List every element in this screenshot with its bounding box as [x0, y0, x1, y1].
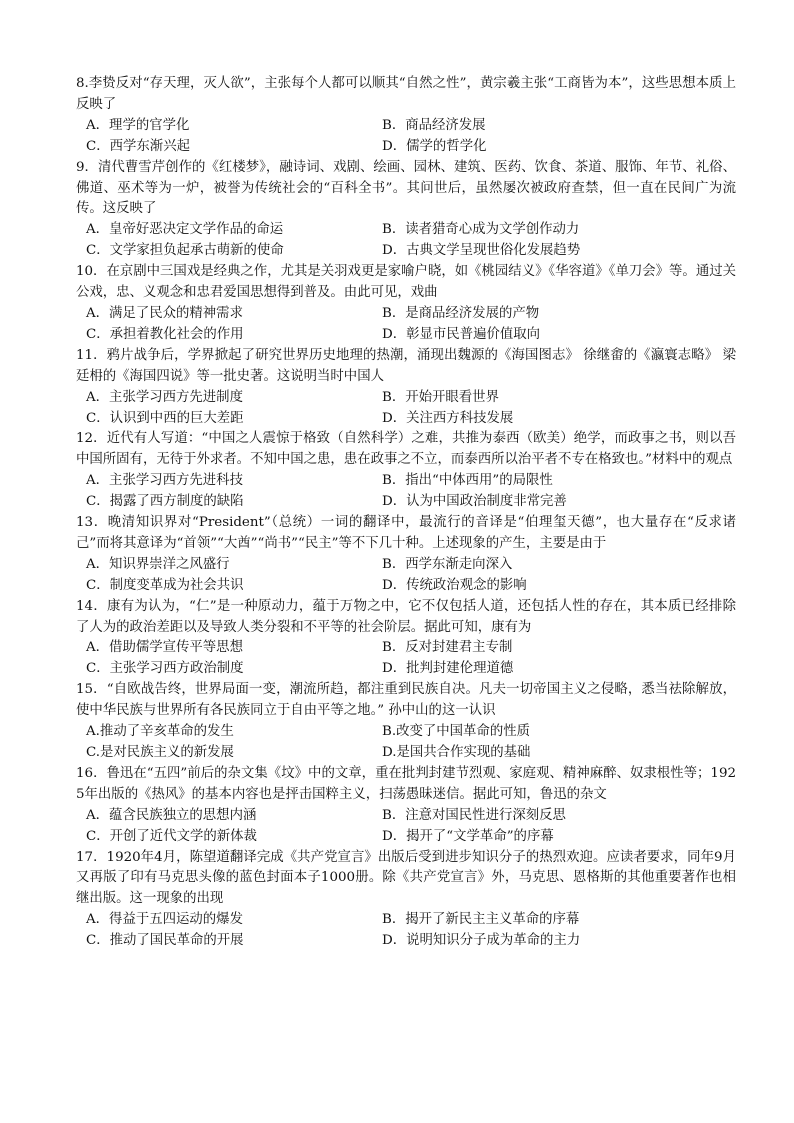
options — [76, 304, 736, 346]
option-d[interactable]: D．批判封建伦理道德 — [382, 661, 514, 677]
option-d[interactable]: D．关注西方科技发展 — [382, 410, 514, 426]
options — [76, 806, 736, 848]
question-10 — [76, 262, 736, 346]
question-stem — [76, 513, 736, 555]
options — [76, 388, 736, 430]
question-stem — [76, 680, 736, 722]
question-11 — [76, 346, 736, 430]
option-a[interactable]: A．蕴含民族独立的思想内涵 — [86, 807, 257, 823]
option-a[interactable]: A．满足了民众的精神需求 — [86, 305, 243, 321]
option-c[interactable]: C．揭露了西方制度的缺陷 — [86, 494, 244, 510]
option-d[interactable]: D．说明知识分子成为革命的主力 — [382, 933, 581, 949]
options — [76, 555, 736, 597]
option-a[interactable]: A．理学的官学化 — [86, 117, 190, 133]
option-c[interactable]: C．西学东渐兴起 — [86, 138, 190, 154]
question-stem — [76, 597, 736, 639]
option-d[interactable]: D．儒学的哲学化 — [382, 138, 487, 154]
option-b[interactable]: B．揭开了新民主主义革命的序幕 — [382, 912, 580, 928]
question-text: 晚清知识界对“President”（总统）一词的翻译中，最流行的音译是“伯理玺天德”，也大量存在“反求诸己”而将其意译为“首领”“大酋”“尚书”“民主”等不下几十种。上述现象的产生，主要是由于 — [76, 515, 736, 551]
option-d[interactable]: D．彰显市民普遍价值取向 — [382, 326, 541, 342]
option-c[interactable]: C．制度变革成为社会共识 — [86, 577, 244, 593]
question-stem — [76, 74, 736, 116]
question-9 — [76, 158, 736, 263]
question-12 — [76, 429, 736, 513]
question-text: 近代有人写道：“中国之人震惊于格致（自然科学）之难，共推为泰西（欧美）绝学，而政事之书，则以吾中国所固有，无待于外求者。不知中国之患，患在政事之不立，而泰西所以治平者不专在格致也。”材料中的观点 — [76, 431, 736, 468]
option-c[interactable]: C.是对民族主义的新发展 — [86, 745, 234, 760]
option-a[interactable]: A．主张学习西方先进制度 — [86, 389, 243, 405]
question-8 — [76, 74, 736, 158]
option-a[interactable]: A．知识界崇洋之风盛行 — [86, 556, 230, 572]
option-d[interactable]: D．认为中国政治制度非常完善 — [382, 494, 567, 510]
option-b[interactable]: B．商品经济发展 — [382, 117, 486, 133]
option-a[interactable]: A．借助儒学宣传平等思想 — [86, 640, 243, 656]
option-c[interactable]: C．认识到中西的巨大差距 — [86, 410, 244, 426]
question-13 — [76, 513, 736, 597]
option-a[interactable]: A．主张学习西方先进科技 — [86, 473, 243, 489]
exam-page — [76, 74, 736, 952]
question-number: 17． — [76, 849, 107, 865]
option-d[interactable]: D．揭开了“文学革命”的序幕 — [382, 828, 554, 844]
question-14 — [76, 597, 736, 681]
option-d[interactable]: D．传统政治观念的影响 — [382, 577, 527, 593]
option-c[interactable]: C．推动了国民革命的开展 — [86, 933, 244, 949]
option-b[interactable]: B．读者猎奇心成为文学创作动力 — [382, 222, 580, 238]
option-b[interactable]: B.改变了中国革命的性质 — [382, 724, 531, 740]
question-stem — [76, 346, 736, 388]
question-stem — [76, 848, 736, 911]
options — [76, 116, 736, 158]
question-stem — [76, 429, 736, 471]
option-d[interactable]: D．古典文学呈现世俗化发展趋势 — [382, 243, 581, 259]
option-a[interactable]: A.推动了辛亥革命的发生 — [86, 724, 234, 740]
option-b[interactable]: B．反对封建君主专制 — [382, 640, 513, 656]
option-c[interactable]: C．承担着教化社会的作用 — [86, 326, 244, 342]
option-d[interactable]: D.是国共合作实现的基础 — [382, 745, 531, 760]
question-number: 12． — [76, 431, 107, 447]
question-stem — [76, 262, 736, 304]
option-c[interactable]: C．主张学习西方政治制度 — [86, 661, 244, 677]
option-b[interactable]: B．注意对国民性进行深刻反思 — [382, 807, 566, 823]
question-text: 李贽反对“存天理，灭人欲”，主张每个人都可以顺其“自然之性”，黄宗羲主张“工商皆为本”，这些思想本质上反映了 — [76, 76, 736, 112]
question-text: 在京剧中三国戏是经典之作，尤其是关羽戏更是家喻户晓，如《桃园结义》《华容道》《单刀会》等。通过关公戏，忠、义观念和忠君爱国思想得到普及。由此可见，戏曲 — [76, 264, 736, 301]
question-stem — [76, 158, 736, 221]
question-number: 13． — [76, 515, 108, 531]
question-16 — [76, 764, 736, 848]
options — [76, 910, 736, 952]
option-c[interactable]: C．文学家担负起承古萌新的使命 — [86, 243, 284, 259]
option-a[interactable]: A．皇帝好恶决定文学作品的命运 — [86, 222, 284, 238]
question-number: 14． — [76, 598, 107, 614]
options — [76, 220, 736, 262]
question-17 — [76, 848, 736, 953]
question-text: 鲁迅在“五四”前后的杂文集《坟》中的文章，重在批判封建节烈观、家庭观、精神麻醉、奴隶根性等；1925年出版的《热风》的基本内容也是抨击国粹主义，扫荡愚昧迷信。据此可知，鲁迅的杂文 — [76, 765, 736, 802]
question-number: 8. — [76, 76, 89, 91]
question-text: “自欧战告终，世界局面一变，潮流所趋，都注重到民族自决。凡夫一切帝国主义之侵略，悉当祛除解放，使中华民族与世界所有各民族同立于自由平等之地。” 孙中山的这一认识 — [76, 682, 736, 719]
option-b[interactable]: B．指出“中体西用”的局限性 — [382, 473, 553, 489]
option-b[interactable]: B．是商品经济发展的产物 — [382, 305, 540, 321]
question-number: 10． — [76, 264, 107, 280]
question-number: 15． — [76, 682, 107, 698]
question-stem — [76, 764, 736, 806]
options — [76, 638, 736, 680]
question-number: 9． — [76, 159, 98, 175]
option-a[interactable]: A．得益于五四运动的爆发 — [86, 912, 243, 928]
options — [76, 722, 736, 764]
option-c[interactable]: C．开创了近代文学的新体裁 — [86, 828, 257, 844]
question-text: 康有为认为，“仁”是一种原动力，蕴于万物之中，它不仅包括人道，还包括人性的存在，其本质已经排除了人为的政治差距以及导致人类分裂和不平等的社会阶层。据此可知，康有为 — [76, 598, 736, 635]
question-text: 1920年4月，陈望道翻译完成《共产党宣言》出版后受到进步知识分子的热烈欢迎。应读者要求，同年9月又再版了印有马克思头像的蓝色封面本子1000册。除《共产党宣言》外，马克思、恩格斯的其他重要著作也相继出版。这一现象的出现 — [76, 849, 736, 907]
question-text: 清代曹雪芹创作的《红楼梦》，融诗词、戏剧、绘画、园林、建筑、医药、饮食、茶道、服饰、年节、礼俗、佛道、巫术等为一炉，被誉为传统社会的“百科全书”。其问世后，虽然屡次被政府查禁，但一直在民间广为流传。这反映了 — [76, 159, 736, 217]
options — [76, 471, 736, 513]
question-text: 鸦片战争后，学界掀起了研究世界历史地理的热潮，涌现出魏源的《海国图志》 徐继畬的《瀛寰志略》 梁廷枏的《海国四说》等一批史著。这说明当时中国人 — [76, 347, 736, 384]
option-b[interactable]: B．西学东渐走向深入 — [382, 556, 513, 572]
question-15 — [76, 680, 736, 764]
question-number: 16． — [76, 765, 107, 781]
question-number: 11． — [76, 347, 107, 363]
option-b[interactable]: B．开始开眼看世界 — [382, 389, 499, 405]
